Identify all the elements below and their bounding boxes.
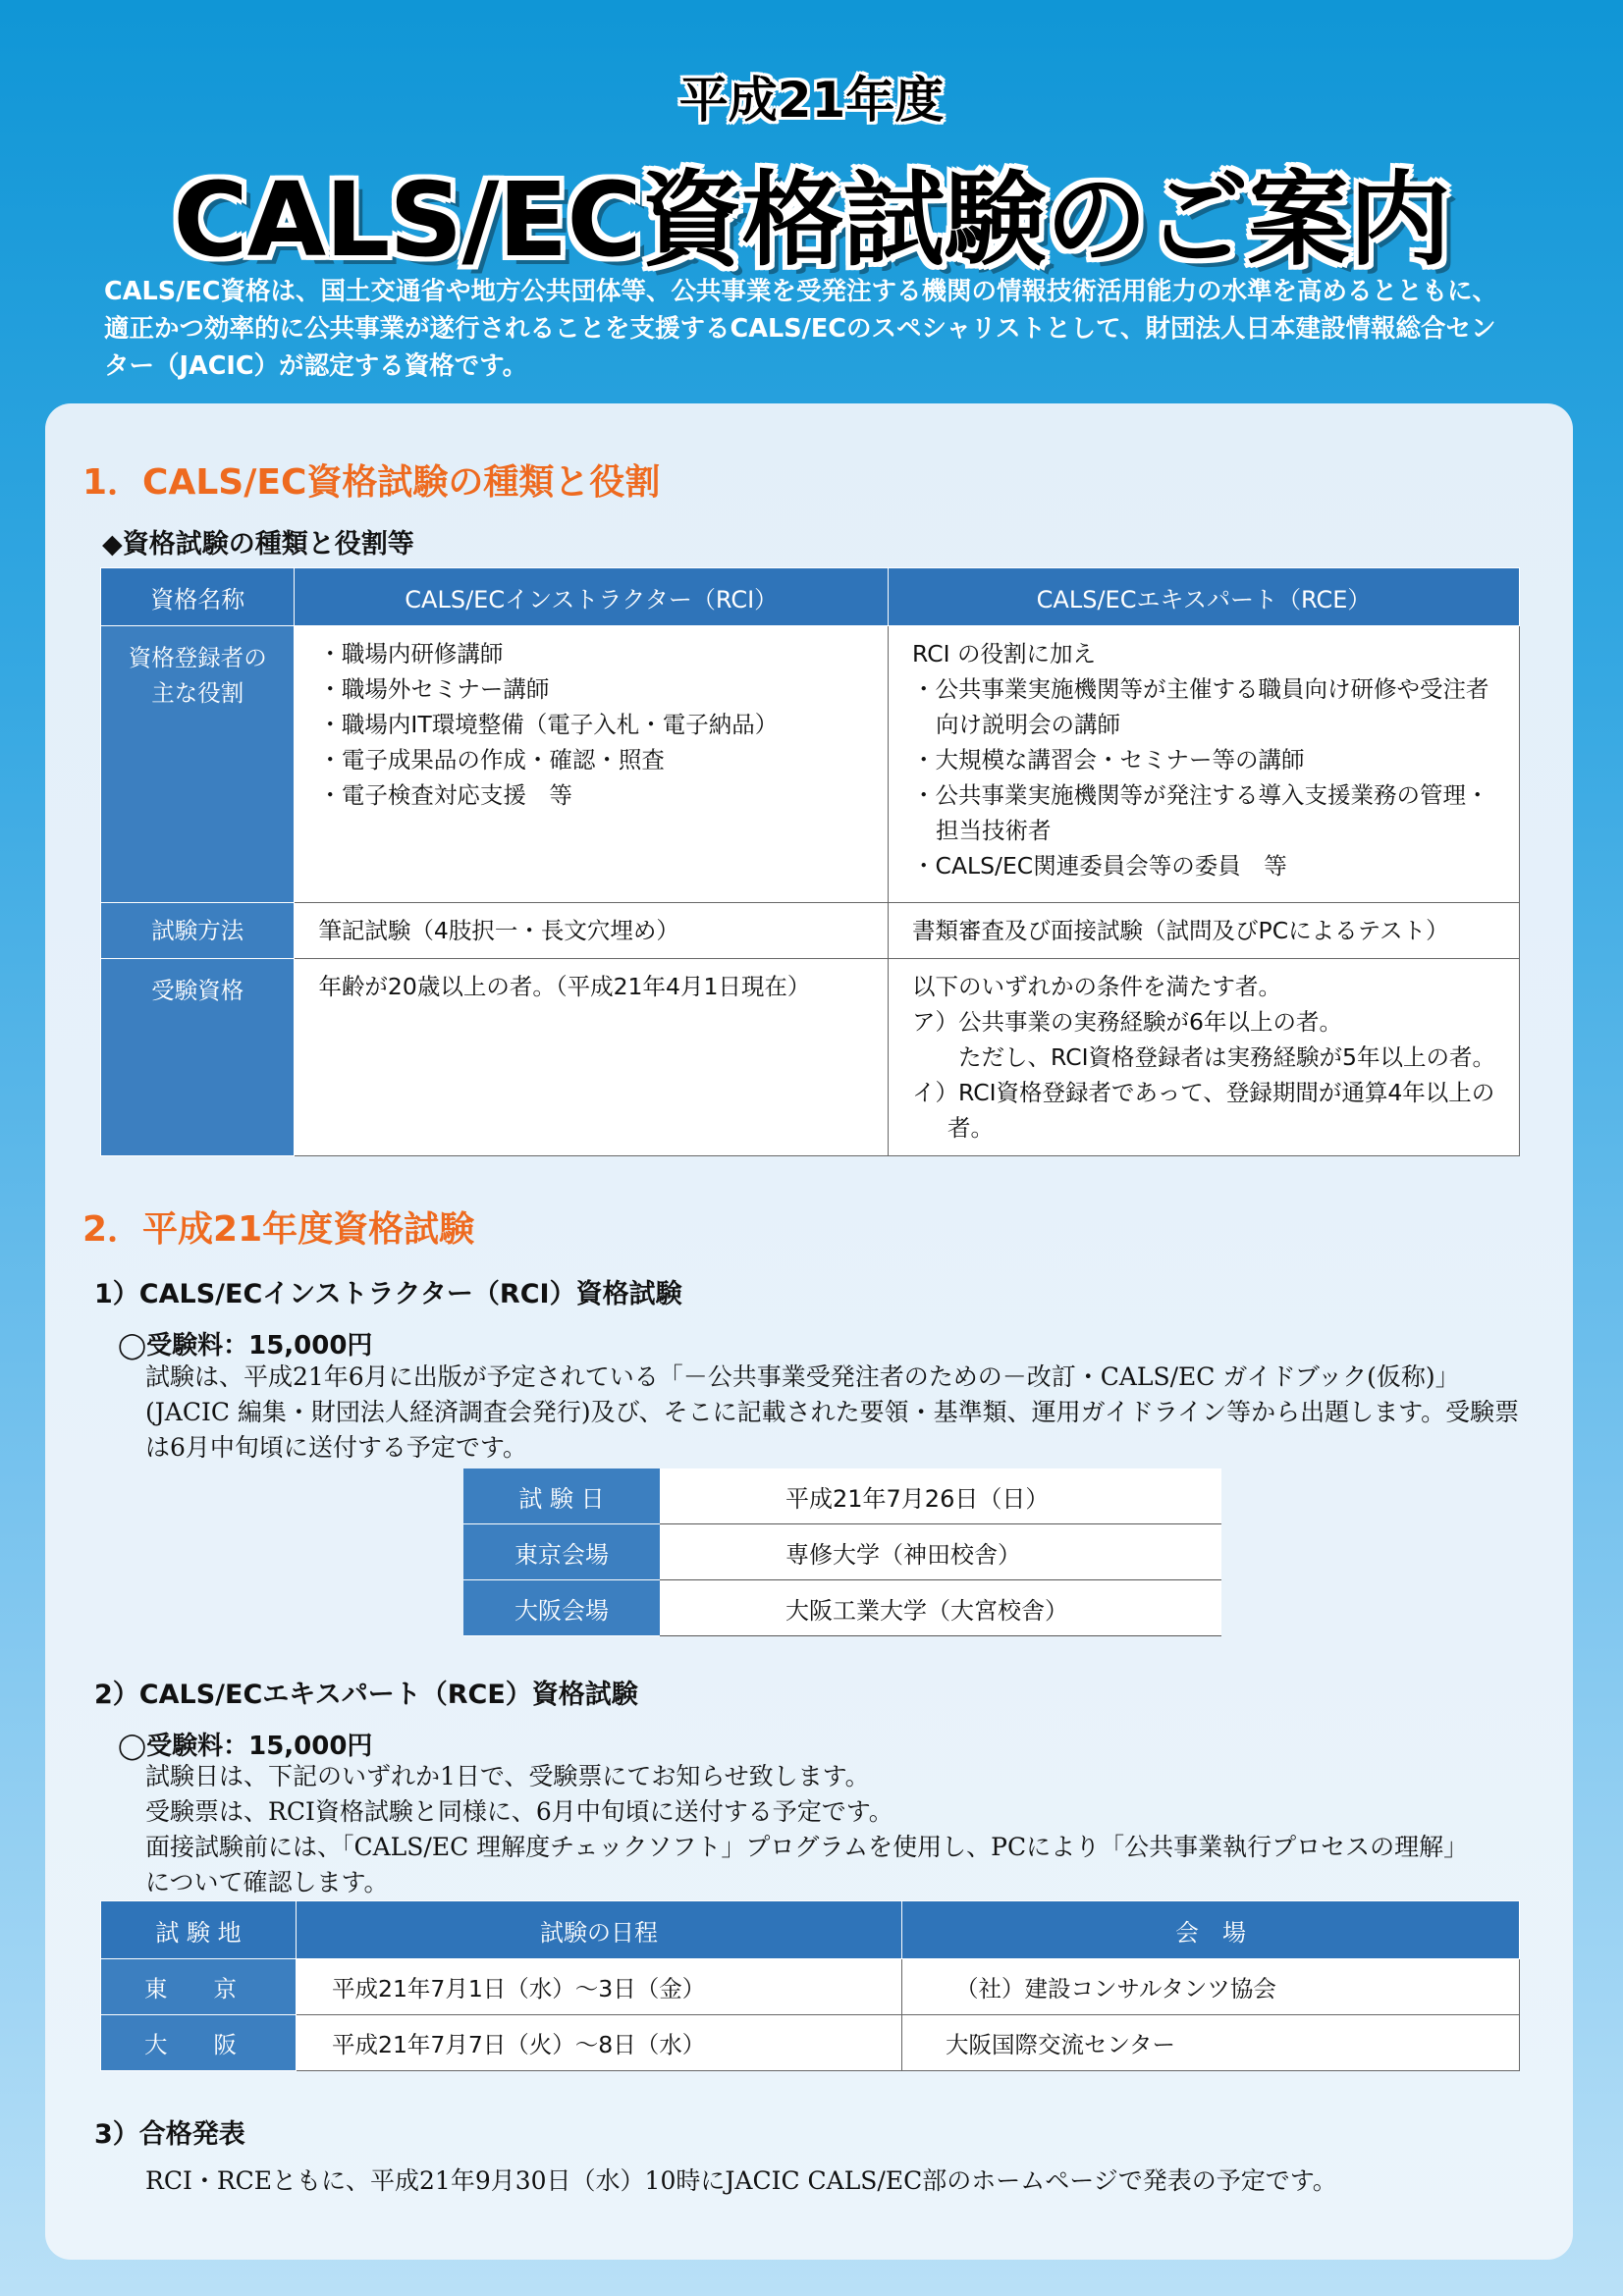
rce-method: 書類審査及び面接試験（試問及びPCによるテスト） (889, 903, 1520, 959)
rci-date-label: 試 験 日 (463, 1468, 660, 1524)
table-row: 東 京 平成21年7月1日（水）～3日（金） （社）建設コンサルタンツ協会 (101, 1959, 1520, 2015)
row-roles-label: 資格登録者の 主な役割 (101, 626, 295, 903)
rci-osaka-value: 大阪工業大学（大宮校舎） (660, 1580, 1221, 1636)
list-item: ・職場外セミナー講師 (318, 675, 550, 703)
col-rci: CALS/ECインストラクター（RCI） (295, 568, 889, 626)
result-heading: 3）合格発表 (94, 2119, 245, 2150)
rci-tokyo-value: 専修大学（神田校舎） (660, 1524, 1221, 1580)
qualification-table (100, 567, 1520, 1156)
rci-description: 試験は、平成21年6月に出版が予定されている「－公共事業受発注者のための－改訂・CALS/EC ガイドブック(仮称)」(JACIC 編集・財団法人経済調査会発行)及び、そこに記載された要領・基準類、運用ガイドライン等から出題します。受験票は6月中旬頃に送付する予定です。 (145, 1362, 1520, 1462)
intro-text: CALS/EC資格は、国土交通省や地方公共団体等、公共事業を受発注する機関の情報技術活用能力の水準を高めるとともに、適正かつ効率的に公共事業が遂行されることを支援するCALS/ECのスペシャリストとして、財団法人日本建設情報総合センター（JACIC）が認定する資格です。 (104, 277, 1498, 381)
rci-fee: ◯受験料：15,000円 (118, 1331, 373, 1361)
table-row: 大 阪 平成21年7月7日（火）～8日（水） 大阪国際交流センター (101, 2015, 1520, 2071)
col-qualification-name: 資格名称 (101, 568, 295, 626)
rci-exam-heading: 1）CALS/ECインストラクター（RCI）資格試験 (94, 1279, 682, 1309)
rci-qualification: 年齢が20歳以上の者。（平成21年4月1日現在） (295, 959, 889, 1156)
col-place: 試 験 地 (101, 1901, 297, 1959)
row-method-label: 試験方法 (101, 903, 295, 959)
list-item: ・電子検査対応支援 等 (318, 781, 572, 809)
rci-method: 筆記試験（4肢択一・長文穴埋め） (295, 903, 889, 959)
section2-heading: 2．平成21年度資格試験 (82, 1209, 475, 1250)
list-item: ・公共事業実施機関等が発注する導入支援業務の管理・担当技術者 (912, 781, 1489, 844)
rci-date-value: 平成21年7月26日（日） (660, 1468, 1221, 1524)
page-title: CALS/EC資格試験のご案内 (173, 160, 1450, 280)
list-item: ・CALS/EC関連委員会等の委員 等 (912, 852, 1287, 880)
list-item: ・職場内IT環境整備（電子入札・電子納品） (318, 711, 779, 738)
rci-schedule-table (463, 1468, 1221, 1636)
rci-osaka-label: 大阪会場 (463, 1580, 660, 1636)
row-qualification-label: 受験資格 (101, 959, 295, 1156)
rce-qualification: 以下のいずれかの条件を満たす者。 ア）公共事業の実務経験が6年以上の者。 ただし、RCI資格登録者は実務経験が5年以上の者。 イ）RCI資格登録者であって、登録期間が通算4年以上の者。 (889, 959, 1520, 1156)
col-date: 試験の日程 (297, 1901, 902, 1959)
col-rce: CALS/ECエキスパート（RCE） (889, 568, 1520, 626)
rce-description: 試験日は、下記のいずれか1日で、受験票にてお知らせ致します。 受験票は、RCI資格試験と同様に、6月中旬頃に送付する予定です。 面接試験前には、「CALS/EC 理解度チェックソフト」プログラムを使用し、PCにより「公共事業執行プロセスの理解」について確認します。 (145, 1762, 1469, 1896)
result-text: RCI・RCEともに、平成21年9月30日（水）10時にJACIC CALS/EC部のホームページで発表の予定です。 (145, 2166, 1337, 2195)
rci-tokyo-label: 東京会場 (463, 1524, 660, 1580)
list-item: ・電子成果品の作成・確認・照査 (318, 746, 665, 774)
rci-roles (295, 626, 889, 903)
list-item: ・大規模な講習会・セミナー等の講師 (912, 746, 1305, 774)
col-venue: 会 場 (902, 1901, 1520, 1959)
rce-schedule-table (100, 1900, 1520, 2071)
list-item: ・公共事業実施機関等が主催する職員向け研修や受注者向け説明会の講師 (912, 675, 1489, 738)
section1-heading: 1．CALS/EC資格試験の種類と役割 (82, 462, 661, 503)
page-subtitle: 平成21年度 (678, 72, 945, 129)
rce-exam-heading: 2）CALS/ECエキスパート（RCE）資格試験 (94, 1680, 638, 1710)
section1-subheading: ◆資格試験の種類と役割等 (102, 529, 414, 560)
header (0, 0, 1623, 412)
list-item: ・職場内研修講師 (318, 640, 504, 667)
rce-fee: ◯受験料：15,000円 (118, 1732, 373, 1761)
rce-roles: RCI の役割に加え ・公共事業実施機関等が主催する職員向け研修や受注者向け説明会の講師 ・大規模な講習会・セミナー等の講師 ・公共事業実施機関等が発注する導入支援業務の管理・担当技術者 ・CALS/EC関連委員会等の委員 等 (889, 626, 1520, 903)
